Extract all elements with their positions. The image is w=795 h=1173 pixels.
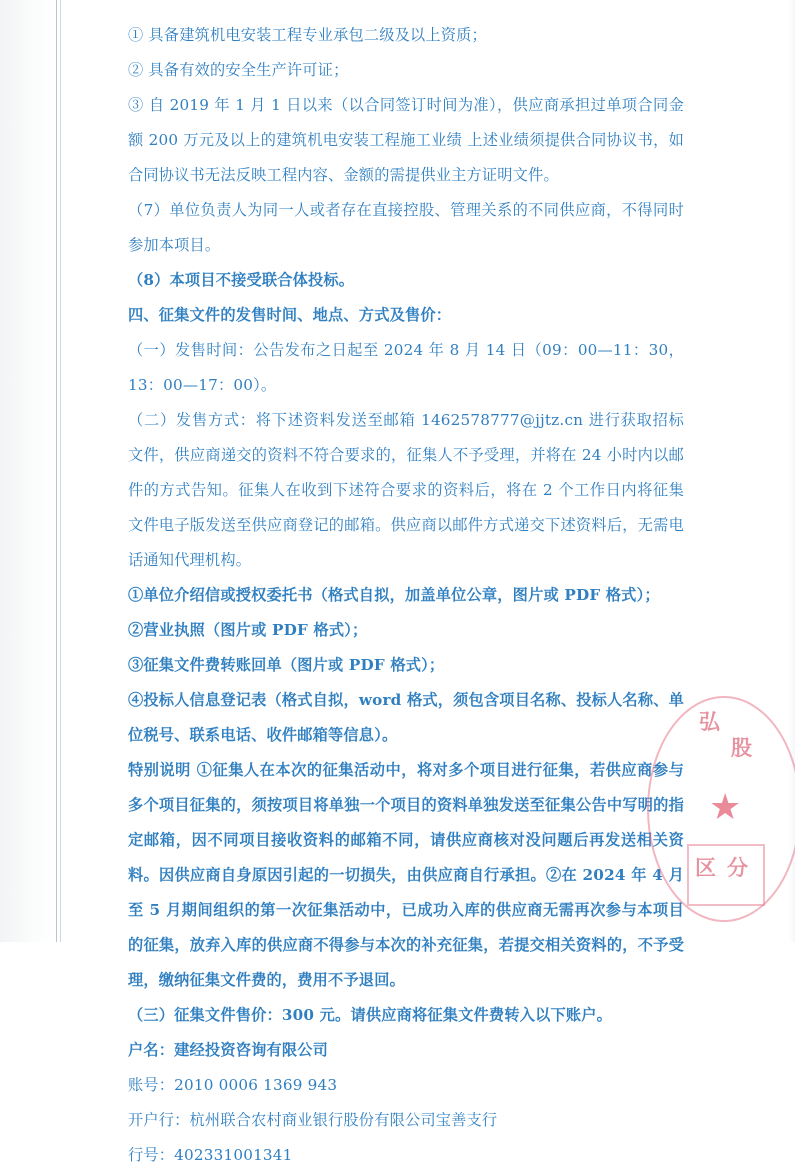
paragraph-material-2: ②营业执照（图片或 PDF 格式）； — [128, 621, 368, 639]
seal-star-icon: ★ — [709, 787, 742, 828]
paragraph-material-1: ①单位介绍信或授权委托书（格式自拟，加盖单位公章，图片或 PDF 格式）； — [128, 586, 660, 604]
paragraph-clause-7: （7）单位负责人为同一人或者存在直接控股、管理关系的不同供应商，不得同时参加本项目。 — [128, 201, 684, 254]
paragraph-item-1: ① 具备建筑机电安装工程专业承包二级及以上资质； — [128, 26, 487, 44]
document-body — [128, 18, 684, 1173]
paragraph-item-3: ③ 自 2019 年 1 月 1 日以来（以合同签订时间为准），供应商承担过单项合同金额 200 万元及以上的建筑机电安装工程施工业绩 上述业绩须提供合同协议书，如合同协议书无法反映工程内容、金额的需提供业主方证明文件。 — [128, 96, 684, 184]
scan-edge-line-outer — [56, 0, 57, 942]
paragraph-special-note: 特别说明 ①征集人在本次的征集活动中，将对多个项目进行征集，若供应商参与多个项目征集的，须按项目将单独一个项目的资料单独发送至征集公告中写明的指定邮箱，因不同项目接收资料的邮箱不同，请供应商核对没问题后再发送相关资料。因供应商自身原因引起的一切损失，由供应商自行承担。②在 2024 年 4 月至 5 月期间组织的第一次征集活动中，已成功入库的供应商无需再次参与本项目的征集，放弃入库的供应商不得参与本次的补充征集，若提交相关资料的，不予受理，缴纳征集文件费的，费用不予退回。 — [128, 761, 684, 989]
paragraph-document-price: （三）征集文件售价：300 元。请供应商将征集文件费转入以下账户。 — [128, 1006, 613, 1024]
paragraph-item-2: ② 具备有效的安全生产许可证； — [128, 61, 349, 79]
seal-text-bottom-2: 分 — [727, 855, 748, 880]
seal-text-top-1: 弘 — [699, 709, 720, 734]
paragraph-bank-code: 行号：402331001341 — [128, 1146, 293, 1164]
scan-edge-line-inner — [60, 0, 61, 942]
paragraph-clause-8: （8）本项目不接受联合体投标。 — [128, 271, 355, 289]
paragraph-bank-name: 开户行：杭州联合农村商业银行股份有限公司宝善支行 — [128, 1111, 498, 1129]
paragraph-sale-time: （一）发售时间：公告发布之日起至 2024 年 8 月 14 日（09：00—11：30，13：00—17：00）。 — [128, 341, 684, 394]
paragraph-material-3: ③征集文件费转账回单（图片或 PDF 格式）； — [128, 656, 445, 674]
page-left-shadow — [0, 0, 56, 942]
section-heading-four: 四、征集文件的发售时间、地点、方式及售价： — [128, 306, 452, 324]
paragraph-account-number: 账号：2010 0006 1369 943 — [128, 1076, 338, 1094]
seal-text-bottom-1: 区 — [695, 855, 716, 880]
seal-text-top-2: 股 — [731, 735, 752, 760]
red-seal-stamp — [681, 692, 777, 924]
paragraph-material-4: ④投标人信息登记表（格式自拟，word 格式，须包含项目名称、投标人名称、单位税号、联系电话、收件邮箱等信息）。 — [128, 691, 684, 744]
paragraph-account-name: 户名：建经投资咨询有限公司 — [128, 1041, 329, 1059]
seal-graphic — [681, 692, 777, 924]
paragraph-sale-method: （二）发售方式：将下述资料发送至邮箱 1462578777@jjtz.cn 进行获取招标文件，供应商递交的资料不符合要求的，征集人不予受理，并将在 24 小时内以邮件的方式告知。征集人在收到下述符合要求的资料后，将在 2 个工作日内将征集文件电子版发送至供应商登记的邮箱。供应商以邮件方式递交下述资料后，无需电话通知代理机构。 — [128, 411, 684, 569]
